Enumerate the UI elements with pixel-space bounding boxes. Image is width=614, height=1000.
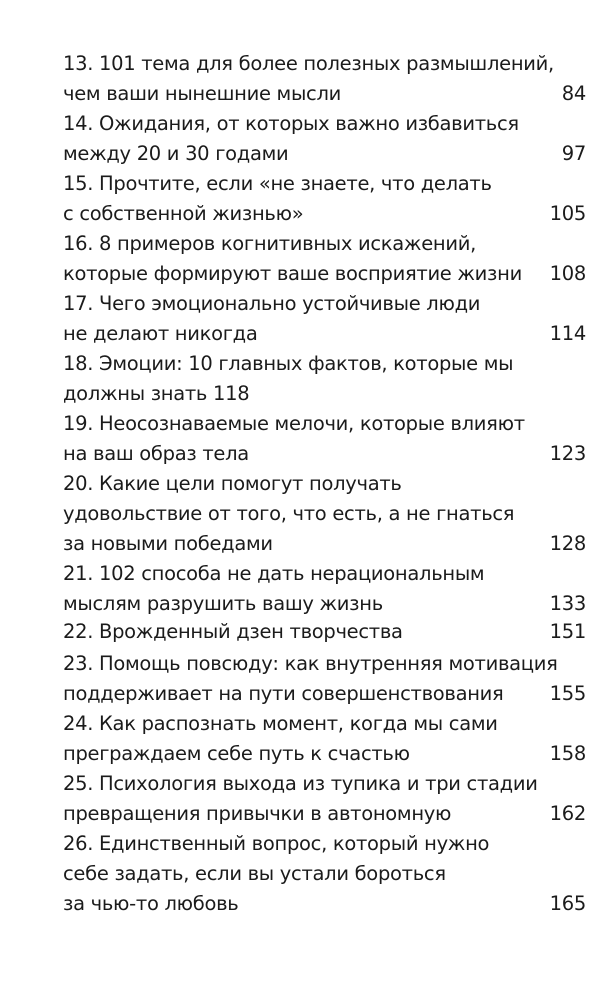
- toc-page-number: 162: [549, 802, 586, 825]
- toc-entry-line: 26. Единственный вопрос, который нужно: [63, 832, 490, 855]
- toc-entry-line: 23. Помощь повсюду: как внутренняя мотивация: [63, 652, 558, 675]
- toc-entry: [63, 712, 586, 770]
- toc-entry: [63, 772, 586, 830]
- toc-entry-line: чем ваши нынешние мысли: [63, 82, 342, 105]
- toc-page-number: 133: [549, 592, 586, 615]
- toc-page-number: 151: [549, 620, 586, 643]
- toc-entry-line: которые формируют ваше восприятие жизни: [63, 262, 522, 285]
- toc-entry-line: 17. Чего эмоционально устойчивые люди: [63, 292, 481, 315]
- toc-entry: [63, 562, 586, 620]
- toc-entry-line: преграждаем себе путь к счастью: [63, 742, 410, 765]
- toc-entry: [63, 652, 586, 710]
- toc-entry: [63, 112, 586, 170]
- toc-page-number: 97: [561, 142, 586, 165]
- toc-entry-line: за новыми победами: [63, 532, 273, 555]
- toc-page-number: 158: [549, 742, 586, 765]
- toc-page-number: 108: [549, 262, 586, 285]
- toc-page-number: 165: [549, 892, 586, 915]
- toc-entry-line: за чью-то любовь: [63, 892, 239, 915]
- toc-entry: [63, 172, 586, 230]
- toc-page-number: 123: [549, 442, 586, 465]
- toc-entry-line: 25. Психология выхода из тупика и три стадии: [63, 772, 538, 795]
- toc-entry: [63, 292, 586, 350]
- toc-entry-line: поддерживает на пути совершенствования: [63, 682, 504, 705]
- toc-entry: [63, 412, 586, 470]
- toc-entry-line: 19. Неосознаваемые мелочи, которые влияют: [63, 412, 525, 435]
- toc-entry-line: 16. 8 примеров когнитивных искажений,: [63, 232, 476, 255]
- toc-page-number: 84: [561, 82, 586, 105]
- toc-entry-line: себе задать, если вы устали бороться: [63, 862, 446, 885]
- toc-entry-line: не делают никогда: [63, 322, 258, 345]
- toc-page-number: 114: [549, 322, 586, 345]
- toc-entry-line: 22. Врожденный дзен творчества: [63, 620, 403, 643]
- toc-entry-line: 20. Какие цели помогут получать: [63, 472, 402, 495]
- toc-entry-line: с собственной жизнью»: [63, 202, 304, 225]
- toc-entry-line: 14. Ожидания, от которых важно избавиться: [63, 112, 519, 135]
- toc-entry-line: удовольствие от того, что есть, а не гнаться: [63, 502, 515, 525]
- toc-entry-line: на ваш образ тела: [63, 442, 249, 465]
- toc-entry: [63, 232, 586, 290]
- toc-entry-line: 18. Эмоции: 10 главных фактов, которые мы: [63, 352, 514, 375]
- toc-entry-line: должны знать 118: [63, 382, 250, 405]
- toc-entry-line: между 20 и 30 годами: [63, 142, 289, 165]
- toc-entry-line: 15. Прочтите, если «не знаете, что делать: [63, 172, 492, 195]
- toc-entry-line: 21. 102 способа не дать нерациональным: [63, 562, 485, 585]
- toc-page-number: 155: [549, 682, 586, 705]
- toc-entry-line: 24. Как распознать момент, когда мы сами: [63, 712, 498, 735]
- toc-entry: [63, 832, 586, 920]
- toc-page-number: 128: [549, 532, 586, 555]
- toc-entry: [63, 620, 586, 648]
- toc-page-number: 105: [549, 202, 586, 225]
- toc-entry-line: мыслям разрушить вашу жизнь: [63, 592, 383, 615]
- toc-entry: [63, 352, 586, 410]
- toc-entry: [63, 472, 586, 560]
- toc-entry-line: 13. 101 тема для более полезных размышлений,: [63, 52, 554, 75]
- toc-entry-line: превращения привычки в автономную: [63, 802, 452, 825]
- toc-entry: [63, 52, 586, 110]
